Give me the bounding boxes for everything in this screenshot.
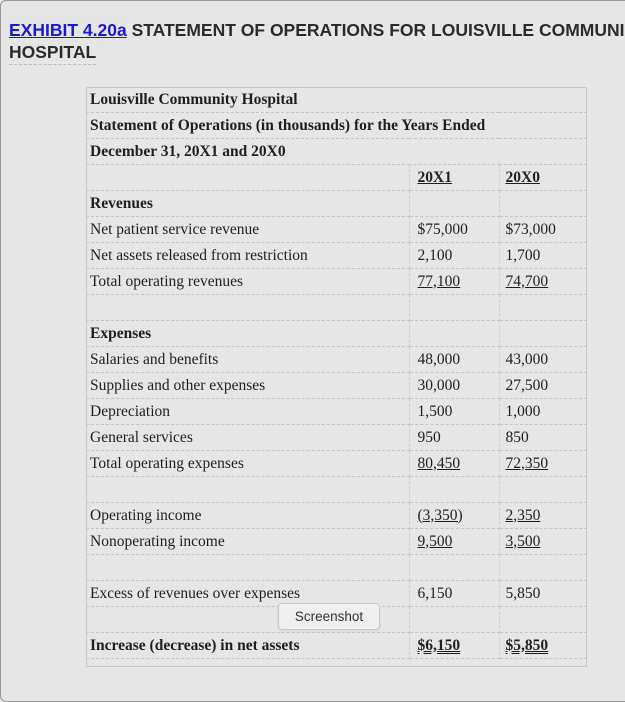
table-row: [86, 165, 587, 191]
row-label: Salaries and benefits: [86, 347, 409, 373]
row-label: General services: [86, 425, 409, 451]
row-value-20x0: 3,500: [499, 529, 587, 555]
exhibit-link[interactable]: EXHIBIT 4.20a: [9, 20, 127, 40]
table-row: [86, 347, 587, 373]
row-label: Net patient service revenue: [86, 217, 409, 243]
row-value-20x1: $75,000: [409, 217, 499, 243]
row-value-20x0: $73,000: [499, 217, 587, 243]
table-row: [86, 87, 587, 113]
revenues-heading: Revenues: [86, 191, 409, 217]
row-value-20x1: 950: [409, 425, 499, 451]
row-value-20x0: $5,850: [499, 633, 587, 659]
row-value-20x1: 77,100: [409, 269, 499, 295]
row-value-20x1: 1,500: [409, 399, 499, 425]
row-label: Nonoperating income: [86, 529, 409, 555]
spacer-row: [86, 555, 587, 581]
row-value-20x0: 2,350: [499, 503, 587, 529]
row-label: Total operating expenses: [86, 451, 409, 477]
statement-period: December 31, 20X1 and 20X0: [86, 139, 587, 165]
row-value-20x1: 9,500: [409, 529, 499, 555]
row-label: Total operating revenues: [86, 269, 409, 295]
statement-table: [86, 87, 587, 659]
row-value-20x0: 43,000: [499, 347, 587, 373]
row-value-20x0: 27,500: [499, 373, 587, 399]
table-row: [86, 425, 587, 451]
exhibit-title-line2: HOSPITAL: [9, 41, 96, 65]
table-row: [86, 451, 587, 477]
row-value-20x1: 30,000: [409, 373, 499, 399]
col-header-20x0: 20X0: [499, 165, 587, 191]
row-value-20x1: $6,150: [409, 633, 499, 659]
row-value-20x1: 2,100: [409, 243, 499, 269]
table-row: [86, 243, 587, 269]
table-row: [86, 113, 587, 139]
table-row: [86, 399, 587, 425]
exhibit-heading: [9, 19, 625, 65]
statement-title: Statement of Operations (in thousands) for the Years Ended: [86, 113, 587, 139]
row-value-20x0: 74,700: [499, 269, 587, 295]
table-row: [86, 139, 587, 165]
table-row: [86, 503, 587, 529]
row-label: Operating income: [86, 503, 409, 529]
row-value-20x1: (3,350): [409, 503, 499, 529]
row-value-20x1: 48,000: [409, 347, 499, 373]
row-value-20x1: 80,450: [409, 451, 499, 477]
row-value-20x1: 6,150: [409, 581, 499, 607]
row-value-20x0: 1,700: [499, 243, 587, 269]
row-label: Supplies and other expenses: [86, 373, 409, 399]
screenshot-tooltip: Screenshot: [278, 603, 380, 630]
row-value-20x0: 5,850: [499, 581, 587, 607]
spacer-row: [86, 477, 587, 503]
expenses-heading: Expenses: [86, 321, 409, 347]
col-header-20x1: 20X1: [409, 165, 499, 191]
table-row: [86, 529, 587, 555]
exhibit-title: STATEMENT OF OPERATIONS FOR LOUISVILLE COMMUNI: [131, 20, 625, 40]
table-row: [86, 321, 587, 347]
table-row: [86, 373, 587, 399]
row-label: Increase (decrease) in net assets: [86, 633, 409, 659]
org-name: Louisville Community Hospital: [86, 87, 587, 113]
table-row: [86, 217, 587, 243]
row-label: Net assets released from restriction: [86, 243, 409, 269]
row-label: Excess of revenues over expenses: [86, 581, 409, 607]
table-row: [86, 633, 587, 659]
row-value-20x0: 1,000: [499, 399, 587, 425]
row-label: Depreciation: [86, 399, 409, 425]
row-value-20x0: 72,350: [499, 451, 587, 477]
spacer-row: [86, 295, 587, 321]
row-value-20x0: 850: [499, 425, 587, 451]
table-row: [86, 269, 587, 295]
table-row: [86, 191, 587, 217]
